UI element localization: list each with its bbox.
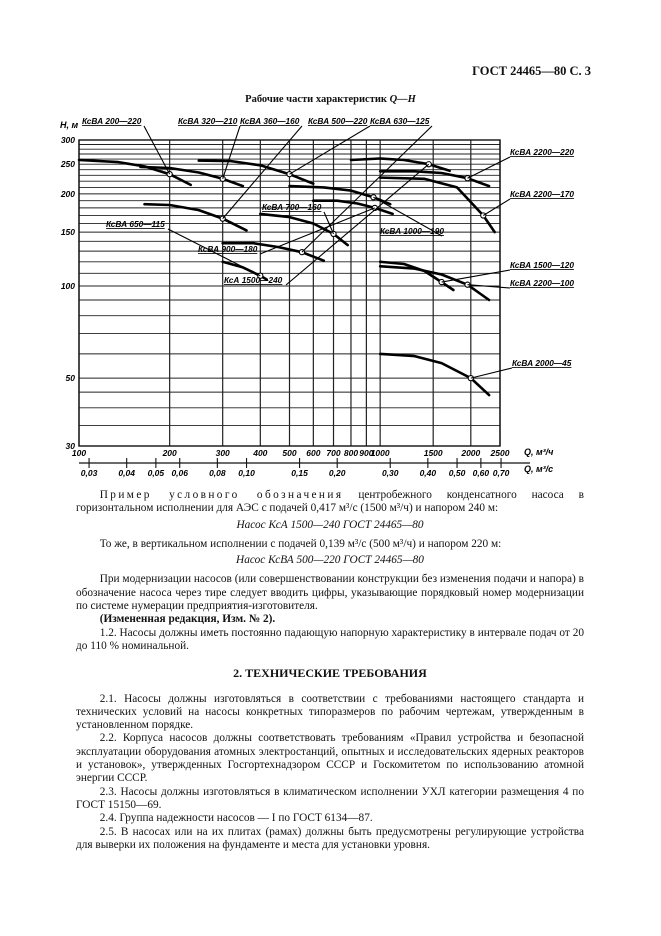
x2-tick-label: 0,15 (291, 468, 308, 478)
revision-note: (Измененная редакция, Изм. № 2). (99, 613, 276, 626)
series-label-4: КсВА 630—125 (370, 116, 430, 126)
leader-line-1 (223, 126, 240, 179)
x-tick-label: 700 (326, 448, 341, 458)
y-tick-label: 300 (60, 135, 75, 145)
x2-tick-label: 0,10 (238, 468, 255, 478)
leader-line-3 (290, 126, 371, 174)
series-curve-13 (380, 266, 489, 300)
y-tick-label: 150 (60, 227, 75, 238)
x-tick-label: 2500 (490, 448, 510, 458)
x2-tick-label: 0,40 (419, 468, 437, 478)
leader-line-14 (471, 368, 512, 378)
y-tick-label: 250 (60, 159, 75, 170)
text-body (76, 489, 584, 852)
paragraph-2-4: 2.4. Группа надежности насосов — I по ГОСТ 6134—87. (99, 812, 373, 825)
x-tick-label: 100 (71, 448, 87, 458)
x2-tick-label: 0,03 (80, 468, 98, 478)
series-label-8: КсВА 900—180 (198, 244, 258, 254)
paragraph-2-3: 2.3. Насосы должны изготовляться в климатическом исполнении УХЛ категории размещения 4 по ГОСТ 15150—69. (76, 785, 584, 811)
x-tick-label: 500 (282, 448, 297, 458)
designation-1: Насос КсА 1500—240 ГОСТ 24465—80 (236, 518, 424, 531)
series-label-11: КсВА 2200—170 (510, 189, 574, 199)
x-tick-label: 800 (343, 448, 359, 458)
series-label-3: КсВА 500—220 (308, 116, 368, 126)
x-tick-label: 1500 (423, 448, 443, 458)
x2-tick-label: 0,05 (147, 468, 165, 478)
series-curve-14 (380, 354, 489, 395)
x-tick-label: 900 (359, 448, 374, 458)
series-label-1: КсВА 320—210 (178, 116, 238, 126)
section-2-heading: 2. ТЕХНИЧЕСКИЕ ТРЕБОВАНИЯ (233, 666, 427, 681)
x-tick-label: 300 (215, 448, 230, 458)
paragraph-2-1: 2.1. Насосы должны изготовляться в соответствии с требованиями настоящего стандарта и технических условий на насосы конкретных типоразмеров по рабочим чертежам, утвержденным в установленном порядке. (76, 692, 584, 732)
x2-tick-label: 0,06 (171, 468, 188, 478)
chart-title-formula: Q—H (389, 94, 416, 105)
series-label-12: КсВА 1500—120 (510, 260, 574, 270)
y-tick-label: 100 (60, 280, 75, 291)
series-label-5: КсВА 650—115 (106, 219, 165, 229)
x-tick-label: 600 (306, 448, 321, 458)
series-label-9: КсА 1500—240 (224, 275, 283, 285)
x-tick-label: 400 (253, 448, 268, 458)
designation-2: Насос КсВА 500—220 ГОСТ 24465—80 (236, 554, 424, 567)
series-label-10: КсВА 2200—220 (510, 147, 574, 157)
y-tick-label: 50 (65, 373, 75, 384)
x2-tick-label: 0,60 (472, 468, 490, 478)
leader-line-11 (483, 199, 510, 215)
nominal-point-7 (371, 195, 376, 200)
x-tick-label: 2000 (461, 448, 481, 458)
paragraph-1-2: 1.2. Насосы должны иметь постоянно падающую напорную характеристику в интервале подач от 20 до 110 % номинальной. (76, 626, 584, 652)
x-axis-label: Q, м³/ч (524, 447, 554, 457)
x2-tick-label: 0,50 (448, 468, 466, 478)
x2-tick-label: 0,04 (118, 468, 135, 478)
x-tick-label: 200 (162, 448, 177, 458)
example-paragraph (76, 489, 584, 516)
series-label-14: КсВА 2000—45 (512, 358, 572, 368)
modernization-paragraph: При модернизации насосов (или совершенствовании конструкции без изменения подачи и напора) в обозначение насоса через тире следует вводить цифры, указывающие порядковый номер модернизации по системе нумерации предприятия-изготовителя. (76, 573, 584, 613)
series-label-0: КсВА 200—220 (82, 116, 142, 126)
chart-title-text: Рабочие части характеристик (245, 94, 387, 105)
example-text: центробежного конденсатного насоса в горизонтальном исполнении для АЭС с подачей 0,417 м³/с (1500 м³/ч) и напором 240 м: (76, 489, 584, 515)
page-header: ГОСТ 24465—80 С. 3 (472, 64, 591, 78)
series-label-6: КсВА 700—160 (262, 202, 322, 212)
x2-tick-label: 0,70 (492, 468, 510, 478)
example-label: Пример условного обозначения (99, 489, 344, 501)
x2-axis-label: Q, м³/с (524, 464, 554, 474)
series-label-2: КсВА 360—160 (240, 116, 300, 126)
same-vertical: То же, в вертикальном исполнении с подачей 0,139 м³/с (500 м³/ч) и напором 220 м: (99, 537, 502, 550)
x2-tick-label: 0,30 (381, 468, 399, 478)
x2-tick-label: 0,08 (209, 468, 226, 478)
series-curve-6 (260, 214, 347, 245)
y-tick-label: 200 (60, 188, 75, 199)
x2-tick-label: 0,20 (328, 468, 346, 478)
series-label-13: КсВА 2200—100 (510, 278, 574, 288)
paragraph-2-5: 2.5. В насосах или на их плитах (рамах) должны быть предусмотрены регулирующие устройства для выверки их положения на фундаменте и места для установки уровня. (76, 825, 584, 851)
y-tick-label: 30 (65, 441, 75, 451)
series-label-7: КсВА 1000—190 (380, 226, 444, 236)
x-tick-label: 1000 (370, 448, 390, 458)
paragraph-2-2: 2.2. Корпуса насосов должны соответствовать требованиям «Правил устройства и безопасной эксплуатации оборудования атомных электростанций, опытных и исследовательских ядерных реакторов и установок», утвержденных Госгортехнадзором СССР и Госкомитетом по использованию атомной энергии СССР. (76, 732, 584, 785)
y-axis-label: H, м (60, 120, 79, 130)
